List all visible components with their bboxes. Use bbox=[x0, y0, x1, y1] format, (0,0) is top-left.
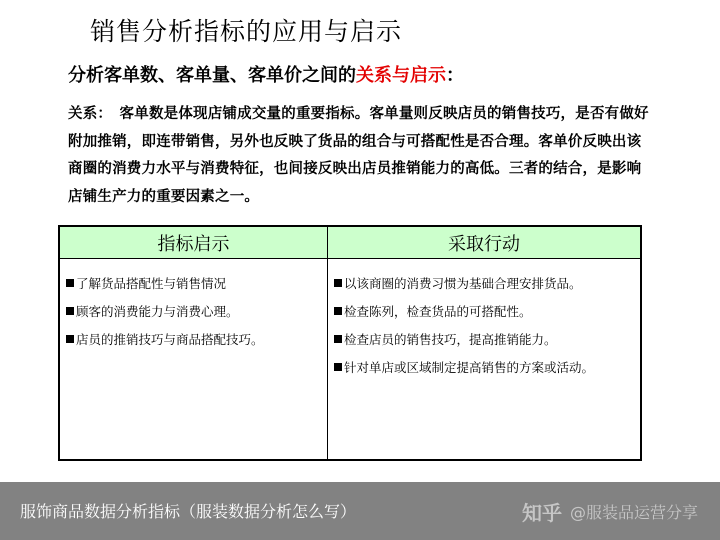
square-bullet-icon bbox=[334, 307, 342, 315]
list-item-text: 了解货品搭配性与销售情况 bbox=[76, 276, 227, 291]
list-item-text: 店员的推销技巧与商品搭配技巧。 bbox=[76, 332, 264, 347]
list-item bbox=[334, 269, 640, 297]
subtitle-highlight: 关系与启示 bbox=[356, 65, 446, 86]
list-item bbox=[66, 297, 327, 325]
square-bullet-icon bbox=[334, 335, 342, 343]
subtitle-suffix: ： bbox=[446, 65, 464, 86]
caption-bar bbox=[0, 482, 720, 540]
list-item-text: 针对单店或区域制定提高销售的方案或活动。 bbox=[344, 360, 595, 375]
list-item bbox=[66, 269, 327, 297]
watermark bbox=[522, 497, 698, 526]
header-insights: 指标启示 bbox=[60, 227, 328, 259]
list-item bbox=[334, 297, 640, 325]
relation-paragraph: 关系： 客单数是体现店铺成交量的重要指标。客单量则反映店员的销售技巧，是否有做好附加推销，即连带销售，另外也反映了货品的组合与可搭配性是否合理。客单价反映出该商圈的消费力水平与消费特征，也间接反映出店员推销能力的高低。三者的结合，是影响店铺生产力的重要因素之一。 bbox=[68, 105, 649, 205]
square-bullet-icon bbox=[66, 279, 74, 287]
header-actions: 采取行动 bbox=[328, 227, 640, 259]
square-bullet-icon bbox=[334, 279, 342, 287]
square-bullet-icon bbox=[66, 307, 74, 315]
list-item bbox=[66, 325, 327, 353]
list-item-text: 检查店员的销售技巧，提高推销能力。 bbox=[344, 332, 557, 347]
caption-text: 服饰商品数据分析指标（服装数据分析怎么写） bbox=[20, 502, 357, 521]
list-item bbox=[334, 325, 640, 353]
list-item bbox=[334, 353, 640, 381]
subtitle-prefix: 分析客单数、客单量、客单价之间的 bbox=[68, 65, 356, 86]
square-bullet-icon bbox=[334, 363, 342, 371]
insights-list bbox=[60, 259, 328, 459]
list-item-text: 检查陈列，检查货品的可搭配性。 bbox=[344, 304, 532, 319]
list-item-text: 顾客的消费能力与消费心理。 bbox=[76, 304, 239, 319]
square-bullet-icon bbox=[66, 335, 74, 343]
list-item-text: 以该商圈的消费习惯为基础合理安排货品。 bbox=[344, 276, 582, 291]
zhihu-logo: 知乎 bbox=[521, 501, 562, 525]
insight-action-table bbox=[58, 225, 642, 461]
slide-title: 销售分析指标的应用与启示 bbox=[90, 17, 403, 46]
watermark-author: @服装品运营分享 bbox=[569, 503, 698, 522]
subtitle bbox=[68, 61, 464, 87]
actions-list bbox=[328, 259, 640, 459]
